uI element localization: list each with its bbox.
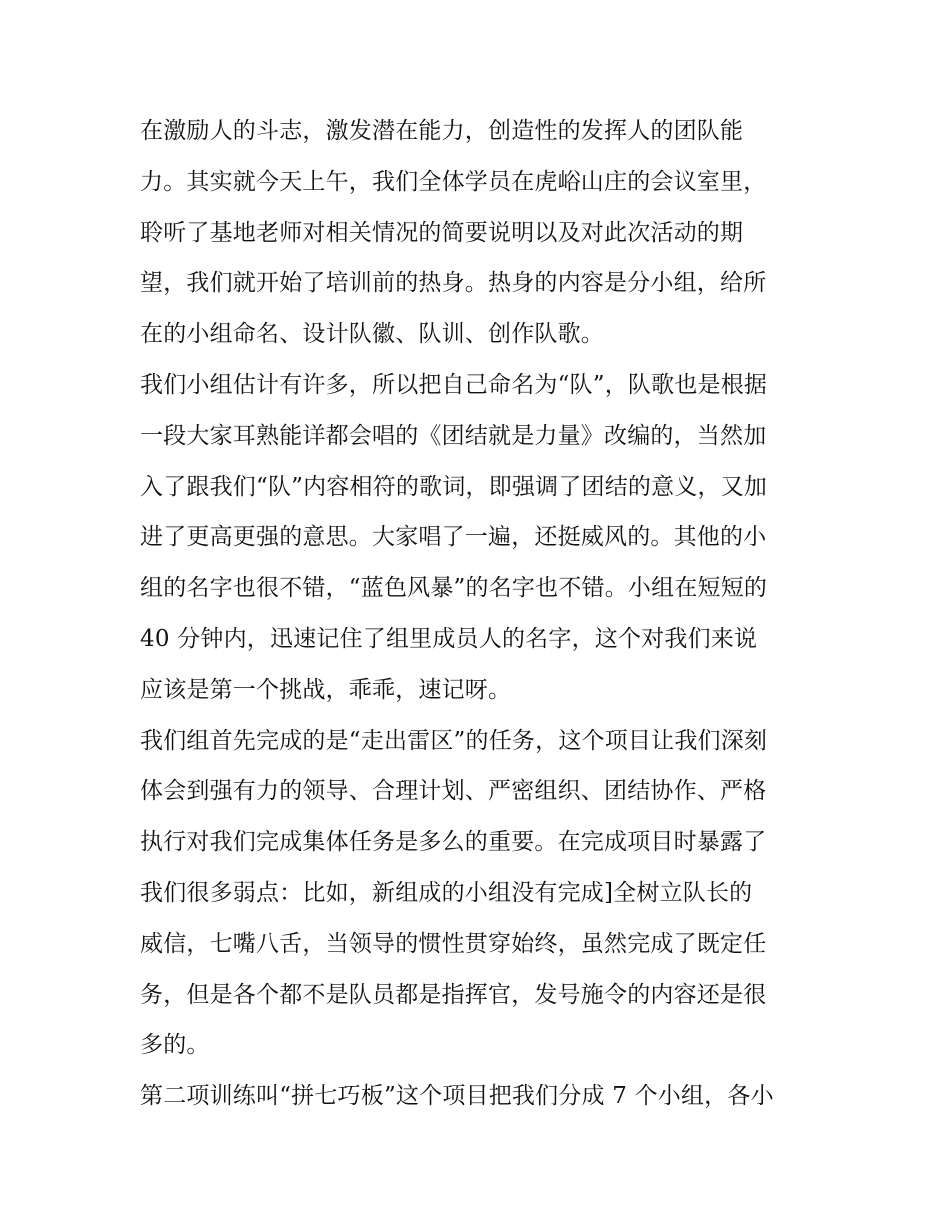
- document-body: [140, 106, 830, 1122]
- text-line: 力。其实就今天上午，我们全体学员在虎峪山庄的会议室里，: [140, 168, 767, 195]
- text-line: 40 分钟内，迅速记住了组里成员人的名字，这个对我们来说: [140, 625, 758, 652]
- text-line: 体会到强有力的领导、合理计划、严密组织、团结协作、严格: [140, 778, 767, 805]
- text-line: 执行对我们完成集体任务是多么的重要。在完成项目时暴露了: [140, 829, 767, 856]
- text-line: 在的小组命名、设计队徽、队训、创作队歌。: [140, 321, 604, 348]
- text-line: 我们小组估计有许多，所以把自己命名为“队”，队歌也是根据: [140, 371, 768, 398]
- text-line: 务，但是各个都不是队员都是指挥官，发号施令的内容还是很: [140, 981, 767, 1008]
- text-line: 在激励人的斗志，激发潜在能力，创造性的发挥人的团队能: [140, 118, 744, 144]
- text-line: 应该是第一个挑战，乖乖，速记呀。: [140, 676, 512, 703]
- text-line: 一段大家耳熟能详都会唱的《团结就是力量》改编的，当然加: [140, 422, 767, 449]
- paragraph-3: [140, 716, 830, 1072]
- text-line: 我们组首先完成的是“走出雷区”的任务，这个项目让我们深刻: [140, 727, 768, 754]
- text-line: 望，我们就开始了培训前的热身。热身的内容是分小组，给所: [140, 270, 767, 297]
- text-line: 入了跟我们“队”内容相符的歌词，即强调了团结的意义，又加: [140, 473, 768, 500]
- text-line: 进了更高更强的意思。大家唱了一遍，还挺威风的。其他的小: [140, 524, 767, 551]
- text-line: 第二项训练叫“拼七巧板”这个项目把我们分成 7 个小组，各小: [140, 1083, 774, 1110]
- text-line: 我们很多弱点：比如，新组成的小组没有完成]全树立队长的: [140, 879, 753, 906]
- text-line: 威信，七嘴八舌，当领导的惯性贯穿始终，虽然完成了既定任: [140, 930, 767, 957]
- text-line: 多的。: [140, 1032, 210, 1059]
- paragraph-2: [140, 360, 830, 716]
- paragraph-1: [140, 106, 830, 360]
- paragraph-4: [140, 1071, 830, 1122]
- text-line: 聆听了基地老师对相关情况的简要说明以及对此次活动的期: [140, 219, 744, 246]
- text-line: 组的名字也很不错，“蓝色风暴”的名字也不错。小组在短短的: [140, 575, 768, 602]
